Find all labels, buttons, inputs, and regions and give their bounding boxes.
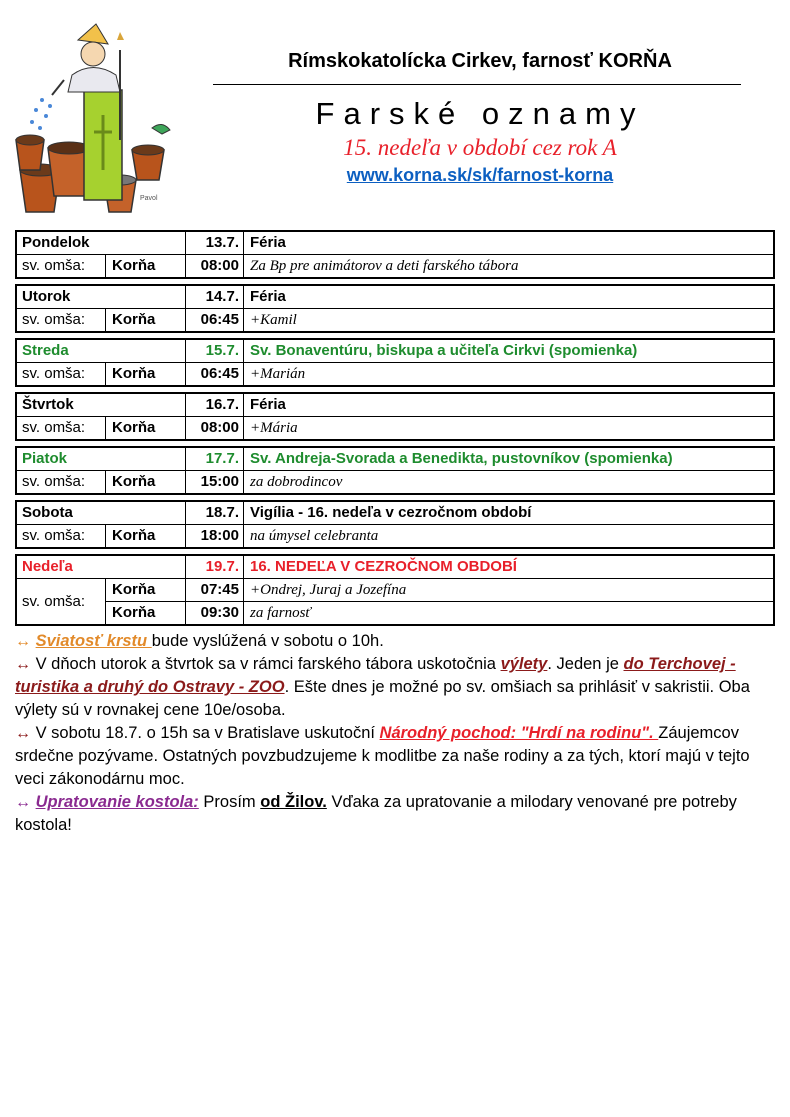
parish-logo-illustration	[12, 20, 174, 220]
double-arrow-icon: ↔	[15, 656, 31, 673]
day-date: 13.7.	[185, 232, 243, 254]
mass-time: 09:30	[185, 602, 243, 624]
double-arrow-icon: ↔	[15, 725, 31, 742]
mass-time: 06:45	[185, 363, 243, 385]
mass-intention: +Kamil	[243, 309, 773, 331]
mass-label: sv. omša:	[22, 311, 86, 328]
note-text: Prosím	[198, 793, 261, 811]
note-text: Vďaka za upratovanie a milodary venované pre potreby kostola!	[15, 793, 737, 834]
day-feast: 16. NEDEĽA V CEZROČNOM OBDOBÍ	[243, 556, 773, 578]
note-text: . Ešte dnes je možné po sv. omšiach sa prihlásiť v sakristii. Oba výlety sú v rovnakej cene 10e/osoba.	[15, 678, 750, 719]
day-feast: Sv. Andreja-Svorada a Benedikta, pustovníkov (spomienka)	[243, 448, 773, 470]
note-link: Sviatosť krstu	[35, 632, 152, 650]
day-feast: Vigília - 16. nedeľa v cezročnom období	[243, 502, 773, 524]
day-name: Streda	[22, 342, 69, 359]
mass-label: sv. omša:	[22, 527, 86, 544]
mass-label: sv. omša:	[22, 257, 86, 274]
header-divider	[213, 84, 741, 85]
note-text: Záujemcov srdečne pozývame. Ostatných povzbudzujeme k modlitbe za naše rodiny a za tých, ktorí majú v tejto veci zákonodárnu moc.	[15, 724, 750, 788]
mass-time: 08:00	[185, 255, 243, 277]
note-baptism	[15, 630, 775, 653]
mass-time: 06:45	[185, 309, 243, 331]
day-feast: Féria	[243, 232, 773, 254]
mass-place: Korňa	[105, 363, 185, 385]
page-title: Farské oznamy	[315, 96, 645, 131]
mass-place: Korňa	[105, 417, 185, 439]
day-date: 15.7.	[185, 340, 243, 362]
day-block-friday	[15, 446, 775, 495]
mass-intention: +Marián	[243, 363, 773, 385]
note-march	[15, 722, 775, 791]
day-name: Utorok	[22, 288, 71, 305]
day-date: 18.7.	[185, 502, 243, 524]
day-feast: Féria	[243, 394, 773, 416]
double-arrow-icon: ↔	[15, 633, 31, 650]
parish-website-link[interactable]: www.korna.sk/sk/farnost-korna	[346, 165, 614, 185]
day-date: 17.7.	[185, 448, 243, 470]
note-text: bude vyslúžená v sobotu o 10h.	[151, 632, 384, 650]
day-date: 16.7.	[185, 394, 243, 416]
day-name: Nedeľa	[22, 558, 73, 575]
day-name: Piatok	[22, 450, 68, 467]
mass-label: sv. omša:	[22, 473, 86, 490]
note-link: do Terchovej -turistika a druhý do Ostravy - ZOO	[15, 655, 736, 696]
day-block-monday	[15, 230, 775, 279]
water-drops	[30, 98, 52, 130]
day-date: 19.7.	[185, 556, 243, 578]
day-block-wednesday	[15, 338, 775, 387]
note-link: Národný pochod: "Hrdí na rodinu".	[379, 724, 659, 742]
mass-time: 15:00	[185, 471, 243, 493]
day-block-saturday	[15, 500, 775, 549]
note-trips	[15, 653, 775, 722]
mass-intention: +Ondrej, Juraj a Jozefína	[243, 579, 773, 601]
mass-intention: za farnosť	[243, 602, 773, 624]
day-feast: Sv. Bonaventúru, biskupa a učiteľa Cirkvi (spomienka)	[243, 340, 773, 362]
mass-place: Korňa	[105, 579, 185, 601]
mass-place: Korňa	[105, 525, 185, 547]
mass-label: sv. omša:	[22, 419, 86, 436]
artist-signature: Pavol	[140, 195, 158, 202]
note-text: . Jeden je	[547, 655, 624, 673]
mass-time: 07:45	[185, 579, 243, 601]
mass-place: Korňa	[105, 255, 185, 277]
note-text: V sobotu 18.7. o 15h sa v Bratislave uskutoční	[31, 724, 380, 742]
note-cleaning	[15, 791, 775, 837]
note-link: Upratovanie kostola:	[35, 793, 199, 811]
day-block-tuesday	[15, 284, 775, 333]
note-link: výlety	[500, 655, 548, 673]
bird-icon	[152, 124, 170, 134]
day-date: 14.7.	[185, 286, 243, 308]
mass-place: Korňa	[105, 309, 185, 331]
note-text: V dňoch utorok a štvrtok sa v rámci farského tábora uskotočnia	[31, 655, 501, 673]
mass-label: sv. omša:	[22, 365, 86, 382]
day-name: Štvrtok	[22, 396, 74, 413]
parish-name: Rímskokatolícka Cirkev, farnosť KORŇA	[288, 50, 672, 72]
note-link: od Žilov.	[260, 793, 327, 811]
mass-place: Korňa	[105, 602, 185, 624]
day-name: Pondelok	[22, 234, 90, 251]
announcements	[15, 630, 775, 837]
mass-place: Korňa	[105, 471, 185, 493]
mass-intention: +Mária	[243, 417, 773, 439]
mass-intention: Za Bp pre animátorov a deti farského tábora	[243, 255, 773, 277]
day-block-sunday	[15, 554, 775, 626]
day-feast: Féria	[243, 286, 773, 308]
mass-time: 08:00	[185, 417, 243, 439]
double-arrow-icon: ↔	[15, 794, 31, 811]
mass-intention: za dobrodincov	[243, 471, 773, 493]
mass-label: sv. omša:	[17, 579, 105, 624]
mass-intention: na úmysel celebranta	[243, 525, 773, 547]
mass-time: 18:00	[185, 525, 243, 547]
day-block-thursday	[15, 392, 775, 441]
page-subtitle: 15. nedeľa v období cez rok A	[343, 135, 617, 160]
day-name: Sobota	[22, 504, 73, 521]
